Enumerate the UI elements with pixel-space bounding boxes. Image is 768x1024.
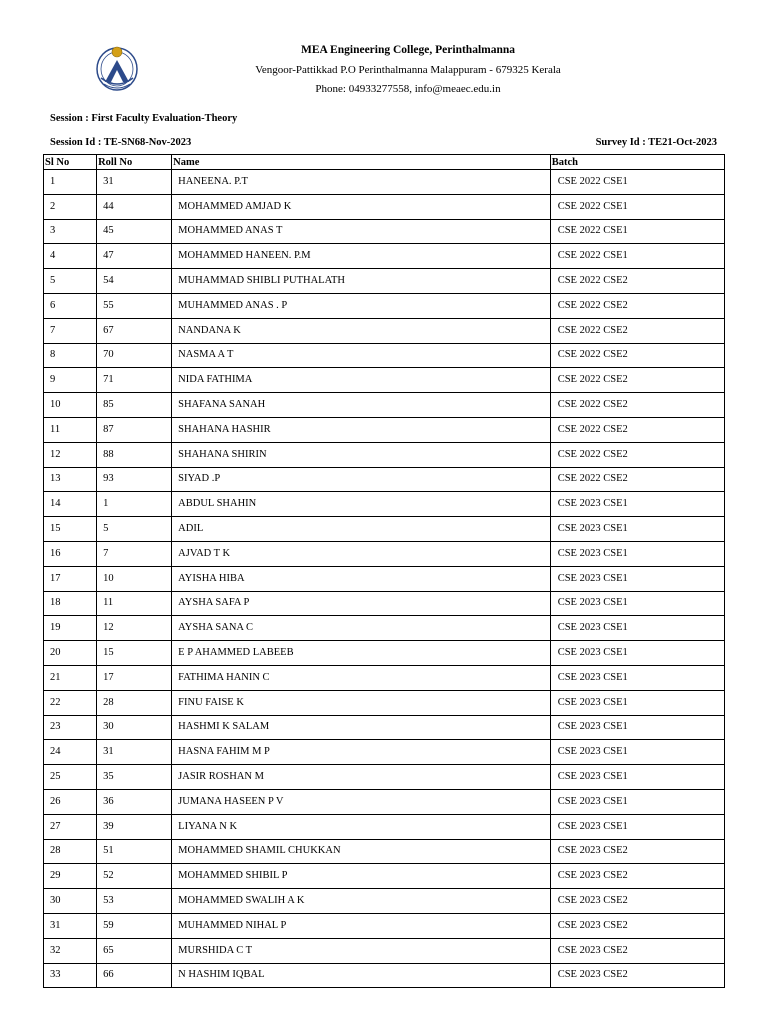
cell-batch: CSE 2023 CSE1	[550, 740, 724, 765]
table-row	[44, 591, 725, 616]
cell-batch: CSE 2023 CSE1	[550, 765, 724, 790]
cell-name: HASNA FAHIM M P	[172, 740, 551, 765]
cell-batch: CSE 2022 CSE1	[550, 194, 724, 219]
session-id: Session Id : TE-SN68-Nov-2023	[50, 137, 192, 148]
cell-sl-no: 25	[44, 765, 97, 790]
cell-name: ABDUL SHAHIN	[172, 492, 551, 517]
table-row	[44, 566, 725, 591]
cell-name: N HASHIM IQBAL	[172, 963, 551, 988]
cell-batch: CSE 2023 CSE2	[550, 963, 724, 988]
cell-batch: CSE 2022 CSE2	[550, 393, 724, 418]
cell-batch: CSE 2023 CSE1	[550, 690, 724, 715]
header-roll-no: Roll No	[97, 155, 172, 170]
cell-name: AYSHA SAFA P	[172, 591, 551, 616]
cell-roll-no: 15	[97, 641, 172, 666]
cell-roll-no: 65	[97, 938, 172, 963]
cell-name: MUHAMMED NIHAL P	[172, 913, 551, 938]
table-row	[44, 864, 725, 889]
cell-name: ADIL	[172, 517, 551, 542]
table-row	[44, 938, 725, 963]
cell-sl-no: 18	[44, 591, 97, 616]
cell-batch: CSE 2022 CSE2	[550, 269, 724, 294]
cell-sl-no: 14	[44, 492, 97, 517]
cell-name: JUMANA HASEEN P V	[172, 789, 551, 814]
cell-roll-no: 31	[97, 740, 172, 765]
cell-sl-no: 17	[44, 566, 97, 591]
cell-sl-no: 24	[44, 740, 97, 765]
cell-sl-no: 9	[44, 368, 97, 393]
cell-name: JASIR ROSHAN M	[172, 765, 551, 790]
table-row	[44, 517, 725, 542]
cell-batch: CSE 2023 CSE1	[550, 492, 724, 517]
table-row	[44, 765, 725, 790]
cell-sl-no: 33	[44, 963, 97, 988]
cell-roll-no: 67	[97, 318, 172, 343]
cell-name: AJVAD T K	[172, 541, 551, 566]
cell-roll-no: 35	[97, 765, 172, 790]
cell-batch: CSE 2023 CSE1	[550, 665, 724, 690]
cell-roll-no: 12	[97, 616, 172, 641]
cell-name: NIDA FATHIMA	[172, 368, 551, 393]
cell-roll-no: 44	[97, 194, 172, 219]
cell-sl-no: 29	[44, 864, 97, 889]
cell-sl-no: 19	[44, 616, 97, 641]
cell-name: MOHAMMED HANEEN. P.M	[172, 244, 551, 269]
cell-name: SHAHANA SHIRIN	[172, 442, 551, 467]
cell-sl-no: 10	[44, 393, 97, 418]
cell-batch: CSE 2023 CSE2	[550, 913, 724, 938]
cell-name: NASMA A T	[172, 343, 551, 368]
header-batch: Batch	[550, 155, 724, 170]
table-row	[44, 715, 725, 740]
cell-name: NANDANA K	[172, 318, 551, 343]
cell-name: MUHAMMED ANAS . P	[172, 293, 551, 318]
cell-batch: CSE 2023 CSE1	[550, 814, 724, 839]
table-row	[44, 442, 725, 467]
cell-sl-no: 30	[44, 889, 97, 914]
table-row	[44, 740, 725, 765]
cell-batch: CSE 2022 CSE1	[550, 244, 724, 269]
cell-roll-no: 54	[97, 269, 172, 294]
cell-roll-no: 36	[97, 789, 172, 814]
cell-batch: CSE 2023 CSE1	[550, 616, 724, 641]
cell-roll-no: 55	[97, 293, 172, 318]
cell-sl-no: 13	[44, 467, 97, 492]
header-sl-no: Sl No	[44, 155, 97, 170]
table-row	[44, 616, 725, 641]
cell-batch: CSE 2023 CSE2	[550, 839, 724, 864]
cell-roll-no: 93	[97, 467, 172, 492]
cell-sl-no: 1	[44, 170, 97, 195]
cell-batch: CSE 2022 CSE2	[550, 318, 724, 343]
cell-sl-no: 22	[44, 690, 97, 715]
cell-roll-no: 11	[97, 591, 172, 616]
cell-name: SIYAD .P	[172, 467, 551, 492]
cell-sl-no: 6	[44, 293, 97, 318]
table-row	[44, 492, 725, 517]
cell-sl-no: 16	[44, 541, 97, 566]
table-row	[44, 665, 725, 690]
cell-roll-no: 66	[97, 963, 172, 988]
cell-name: E P AHAMMED LABEEB	[172, 641, 551, 666]
cell-sl-no: 20	[44, 641, 97, 666]
cell-sl-no: 26	[44, 789, 97, 814]
cell-sl-no: 23	[44, 715, 97, 740]
college-name: MEA Engineering College, Perinthalmanna	[300, 44, 516, 56]
cell-roll-no: 45	[97, 219, 172, 244]
cell-batch: CSE 2023 CSE1	[550, 541, 724, 566]
cell-roll-no: 5	[97, 517, 172, 542]
cell-roll-no: 51	[97, 839, 172, 864]
cell-roll-no: 52	[97, 864, 172, 889]
cell-sl-no: 21	[44, 665, 97, 690]
cell-roll-no: 87	[97, 417, 172, 442]
cell-roll-no: 31	[97, 170, 172, 195]
cell-batch: CSE 2023 CSE2	[550, 864, 724, 889]
cell-roll-no: 1	[97, 492, 172, 517]
cell-roll-no: 39	[97, 814, 172, 839]
cell-roll-no: 10	[97, 566, 172, 591]
cell-roll-no: 85	[97, 393, 172, 418]
header-name: Name	[172, 155, 551, 170]
student-table	[43, 154, 725, 988]
cell-sl-no: 32	[44, 938, 97, 963]
cell-name: LIYANA N K	[172, 814, 551, 839]
table-row	[44, 541, 725, 566]
cell-batch: CSE 2022 CSE2	[550, 442, 724, 467]
table-row	[44, 467, 725, 492]
cell-name: FINU FAISE K	[172, 690, 551, 715]
cell-name: HANEENA. P.T	[172, 170, 551, 195]
cell-name: MUHAMMAD SHIBLI PUTHALATH	[172, 269, 551, 294]
table-row	[44, 839, 725, 864]
table-row	[44, 244, 725, 269]
college-address: Vengoor-Pattikkad P.O Perinthalmanna Malappuram - 679325 Kerala	[255, 64, 561, 76]
cell-batch: CSE 2022 CSE2	[550, 343, 724, 368]
cell-sl-no: 27	[44, 814, 97, 839]
cell-batch: CSE 2023 CSE1	[550, 566, 724, 591]
cell-roll-no: 7	[97, 541, 172, 566]
table-row	[44, 393, 725, 418]
cell-batch: CSE 2023 CSE2	[550, 889, 724, 914]
cell-name: SHAFANA SANAH	[172, 393, 551, 418]
cell-batch: CSE 2023 CSE1	[550, 517, 724, 542]
cell-roll-no: 17	[97, 665, 172, 690]
cell-name: MOHAMMED SHIBIL P	[172, 864, 551, 889]
table-row	[44, 318, 725, 343]
cell-sl-no: 15	[44, 517, 97, 542]
cell-batch: CSE 2023 CSE1	[550, 715, 724, 740]
cell-sl-no: 31	[44, 913, 97, 938]
cell-batch: CSE 2023 CSE1	[550, 591, 724, 616]
table-row	[44, 789, 725, 814]
cell-name: MURSHIDA C T	[172, 938, 551, 963]
cell-sl-no: 28	[44, 839, 97, 864]
table-row	[44, 417, 725, 442]
table-header-row	[44, 155, 725, 170]
table-row	[44, 641, 725, 666]
cell-roll-no: 30	[97, 715, 172, 740]
table-row	[44, 269, 725, 294]
cell-roll-no: 53	[97, 889, 172, 914]
cell-name: HASHMI K SALAM	[172, 715, 551, 740]
table-row	[44, 368, 725, 393]
college-contact: Phone: 04933277558, info@meaec.edu.in	[315, 83, 501, 95]
cell-sl-no: 2	[44, 194, 97, 219]
cell-name: MOHAMMED ANAS T	[172, 219, 551, 244]
cell-roll-no: 59	[97, 913, 172, 938]
cell-sl-no: 7	[44, 318, 97, 343]
cell-roll-no: 28	[97, 690, 172, 715]
cell-name: FATHIMA HANIN C	[172, 665, 551, 690]
cell-roll-no: 70	[97, 343, 172, 368]
cell-roll-no: 88	[97, 442, 172, 467]
cell-name: AYISHA HIBA	[172, 566, 551, 591]
cell-batch: CSE 2022 CSE1	[550, 219, 724, 244]
table-row	[44, 889, 725, 914]
cell-batch: CSE 2022 CSE1	[550, 170, 724, 195]
cell-name: AYSHA SANA C	[172, 616, 551, 641]
cell-batch: CSE 2022 CSE2	[550, 467, 724, 492]
table-row	[44, 690, 725, 715]
cell-batch: CSE 2022 CSE2	[550, 368, 724, 393]
cell-batch: CSE 2022 CSE2	[550, 293, 724, 318]
cell-batch: CSE 2023 CSE1	[550, 789, 724, 814]
cell-roll-no: 71	[97, 368, 172, 393]
cell-batch: CSE 2022 CSE2	[550, 417, 724, 442]
session-name: Session : First Faculty Evaluation-Theory	[50, 113, 238, 124]
table-row	[44, 194, 725, 219]
cell-name: SHAHANA HASHIR	[172, 417, 551, 442]
table-row	[44, 293, 725, 318]
table-row	[44, 913, 725, 938]
cell-name: MOHAMMED AMJAD K	[172, 194, 551, 219]
cell-sl-no: 4	[44, 244, 97, 269]
table-row	[44, 170, 725, 195]
cell-name: MOHAMMED SHAMIL CHUKKAN	[172, 839, 551, 864]
table-row	[44, 963, 725, 988]
cell-name: MOHAMMED SWALIH A K	[172, 889, 551, 914]
cell-sl-no: 12	[44, 442, 97, 467]
cell-roll-no: 47	[97, 244, 172, 269]
survey-id: Survey Id : TE21-Oct-2023	[595, 137, 717, 148]
cell-sl-no: 8	[44, 343, 97, 368]
cell-sl-no: 3	[44, 219, 97, 244]
college-emblem-icon	[92, 42, 142, 92]
cell-sl-no: 5	[44, 269, 97, 294]
table-row	[44, 814, 725, 839]
cell-sl-no: 11	[44, 417, 97, 442]
cell-batch: CSE 2023 CSE1	[550, 641, 724, 666]
table-row	[44, 343, 725, 368]
cell-batch: CSE 2023 CSE2	[550, 938, 724, 963]
table-row	[44, 219, 725, 244]
